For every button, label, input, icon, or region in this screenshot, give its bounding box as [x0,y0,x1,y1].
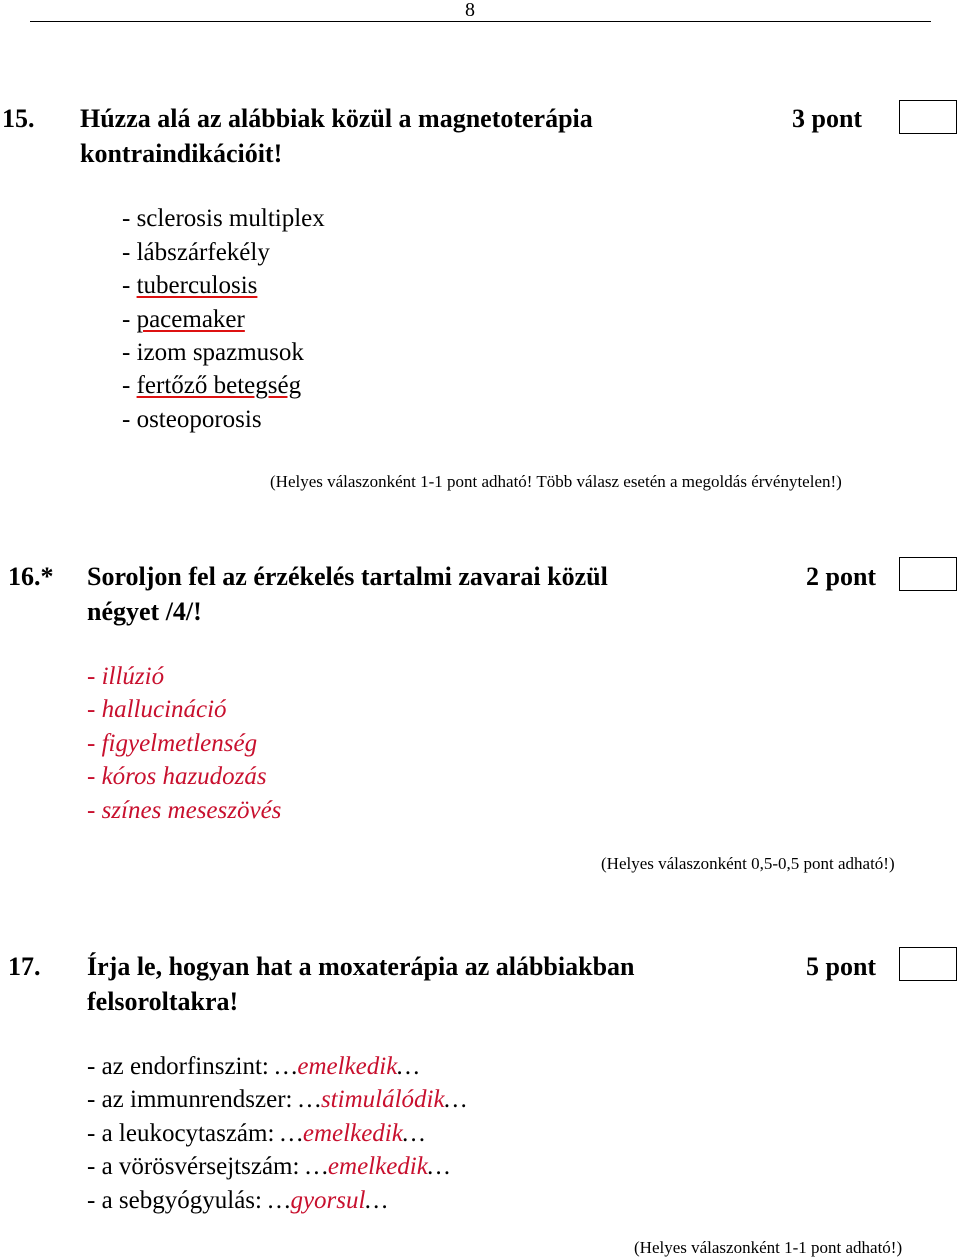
underlined-answer: tuberculosis [136,272,258,299]
q17-answer: stimulálódik [320,1086,445,1113]
q17-answer: gyorsul [290,1187,366,1214]
q16-answer-2: - hallucináció [87,696,227,723]
page-number: 8 [465,0,475,21]
q16-answer-4: - kóros hazudozás [87,763,267,790]
q15-option-tuberculosis: - tuberculosis [122,272,258,299]
q15-scoring-note: (Helyes válaszonként 1-1 pont adható! Több válasz esetén a megoldás érvénytelen!) [270,472,842,491]
q17-answer: emelkedik [302,1120,403,1147]
q17-number: 17. [8,952,41,981]
q17-text-line1: Írja le, hogyan hat a moxaterápia az alábbiakban [87,952,635,981]
q17-text-line2: felsoroltakra! [87,987,239,1016]
q15-option-fertozo: - fertőző betegség [122,372,302,399]
q17-item-endorfin: - az endorfinszint: …emelkedik… [87,1053,420,1080]
q17-answer: emelkedik [297,1053,398,1080]
q15-option-izom-spazmusok: - izom spazmusok [122,339,304,366]
q17-item-leukocytaszam: - a leukocytaszám: …emelkedik… [87,1120,426,1147]
header-rule [30,21,931,22]
q16-answer-3: - figyelmetlenség [87,730,258,757]
q16-scoring-note: (Helyes válaszonként 0,5-0,5 pont adható!) [601,854,895,873]
q16-score-box[interactable] [899,557,957,591]
q16-answer-1: - illúzió [87,663,165,690]
q17-item-immunrendszer: - az immunrendszer: …stimulálódik… [87,1086,467,1113]
underlined-answer: pacemaker [136,306,245,333]
q16-answer-5: - színes meseszövés [87,797,282,824]
q15-option-labszarfekely: - lábszárfekély [122,239,270,266]
q15-option-pacemaker: - pacemaker [122,306,245,333]
q15-score-box[interactable] [899,100,957,134]
q15-text-line1: Húzza alá az alábbiak közül a magnetoterápia [80,104,593,133]
q17-points: 5 pont [806,952,877,981]
q17-score-box[interactable] [899,947,957,981]
q16-text-line2: négyet /4/! [87,597,202,626]
q15-option-sclerosis: - sclerosis multiplex [122,205,325,232]
q15-option-osteoporosis: - osteoporosis [122,406,262,433]
q17-item-vorosversejtszam: - a vörösvérsejtszám: …emelkedik… [87,1153,451,1180]
q16-number: 16.* [8,562,54,591]
q15-points: 3 pont [792,104,863,133]
q16-points: 2 pont [806,562,877,591]
q17-item-sebgyogyulas: - a sebgyógyulás: …gyorsul… [87,1187,388,1214]
q15-number: 15. [2,104,35,133]
q17-scoring-note: (Helyes válaszonként 1-1 pont adható!) [634,1238,903,1257]
q15-text-line2: kontraindikációit! [80,139,283,168]
underlined-answer: fertőző betegség [136,372,302,399]
q16-text-line1: Soroljon fel az érzékelés tartalmi zavarai közül [87,562,608,591]
q17-answer: emelkedik [327,1153,428,1180]
